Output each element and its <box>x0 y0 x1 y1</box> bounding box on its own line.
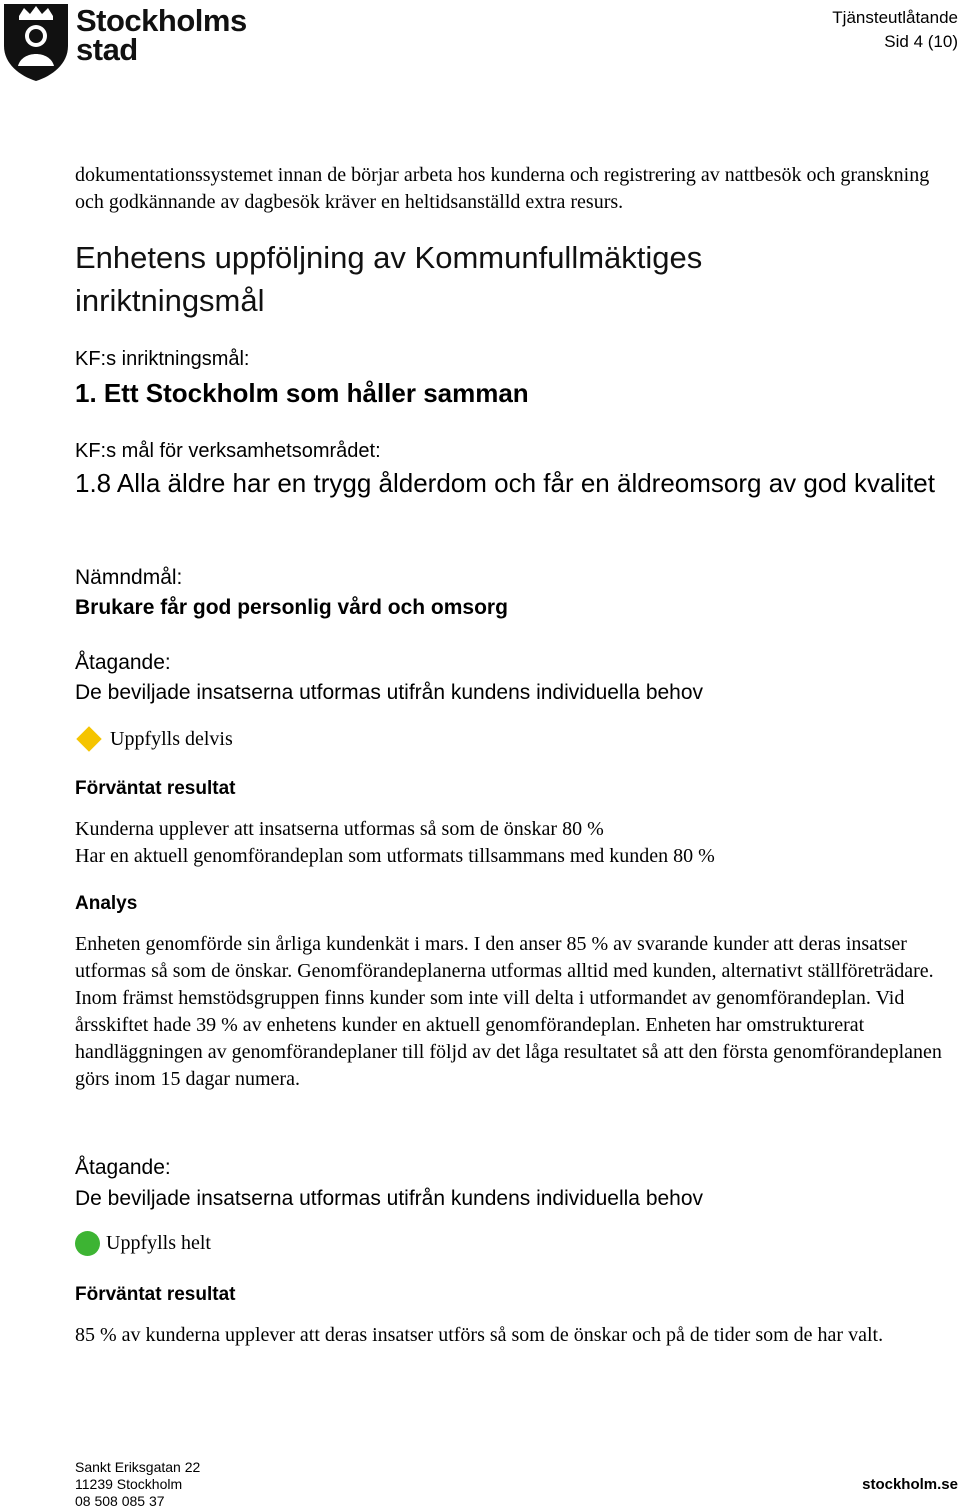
footer-website-link[interactable]: stockholm.se <box>862 1476 958 1493</box>
commitment-1-analysis: Enheten genomförde sin årliga kundenkät i mars. I den anser 85 % av svarande kunder att deras insatser utformas så som de önskar. Genomförandeplanerna utformas alltid med kunden, alternativt ställföreträdare. Inom främst hemstödsgruppen finns kunder som inte vill delta i utformandet av genomförandeplan. Vid årsskiftet hade 39 % av enhetens kunder en aktuell genomförandeplan. Enheten har omstrukturerat handläggningen av genomförandeplaner till följd av det låga resultatet så att den första genomförandeplanen görs inom 15 dagar numera. <box>75 933 942 1090</box>
commitment-1-status-text: Uppfylls delvis <box>110 727 233 750</box>
commitment-1-expected-label: Förväntat resultat <box>75 778 236 799</box>
commitment-2-status <box>75 1228 211 1258</box>
footer-phone: 08 508 085 37 <box>75 1493 165 1509</box>
header-meta <box>832 6 958 54</box>
commitment-1-text: De beviljade insatserna utformas utifrån kundens individuella behov <box>75 681 704 704</box>
page-number: Sid 4 (10) <box>884 32 958 51</box>
commitment-1-expected-2: Har en aktuell genomförandeplan som utformats tillsammans med kunden 80 % <box>75 845 715 867</box>
footer-address <box>75 1459 200 1510</box>
diamond-yellow-icon <box>76 726 101 751</box>
kf-goal-label: KF:s inriktningsmål: <box>75 348 250 370</box>
board-goal: Brukare får god personlig vård och omsorg <box>75 596 508 619</box>
logo-wordmark <box>76 3 247 67</box>
area-goal: 1.8 Alla äldre har en trygg ålderdom och får en äldreomsorg av god kvalitet <box>75 468 935 498</box>
circle-green-icon <box>75 1231 100 1256</box>
footer-postal: 11239 Stockholm <box>75 1476 183 1492</box>
commitment-2-text: De beviljade insatserna utformas utifrån kundens individuella behov <box>75 1187 704 1210</box>
logo-line-2: stad <box>76 32 138 67</box>
section-title: Enhetens uppföljning av Kommunfullmäktiges inriktningsmål <box>75 240 703 318</box>
kf-goal: 1. Ett Stockholm som håller samman <box>75 378 529 408</box>
commitment-1-expected-1: Kunderna upplever att insatserna utformas så som de önskar 80 % <box>75 818 604 840</box>
commitment-2-status-text: Uppfylls helt <box>106 1231 211 1254</box>
document-type: Tjänsteutlåtande <box>832 8 958 27</box>
commitment-2-label: Åtagande: <box>75 1156 171 1179</box>
board-goal-label: Nämndmål: <box>75 566 183 589</box>
intro-paragraph: dokumentationssystemet innan de börjar arbeta hos kunderna och registrering av nattbesök och granskning och godkännande av dagbesök kräver en heltidsanställd extra resurs. <box>75 164 930 213</box>
stockholm-crown-logo-icon <box>2 2 70 82</box>
footer-street: Sankt Eriksgatan 22 <box>75 1459 201 1475</box>
commitment-2-expected-label: Förväntat resultat <box>75 1284 236 1305</box>
commitment-1-label: Åtagande: <box>75 651 171 674</box>
area-goal-label: KF:s mål för verksamhetsområdet: <box>75 440 381 462</box>
commitment-1-status <box>75 724 233 754</box>
commitment-2-expected: 85 % av kunderna upplever att deras insatser utförs så som de önskar och på de tider som de har valt. <box>75 1324 884 1346</box>
logo-line-1: Stockholms <box>76 3 247 38</box>
commitment-1-analysis-label: Analys <box>75 893 138 914</box>
